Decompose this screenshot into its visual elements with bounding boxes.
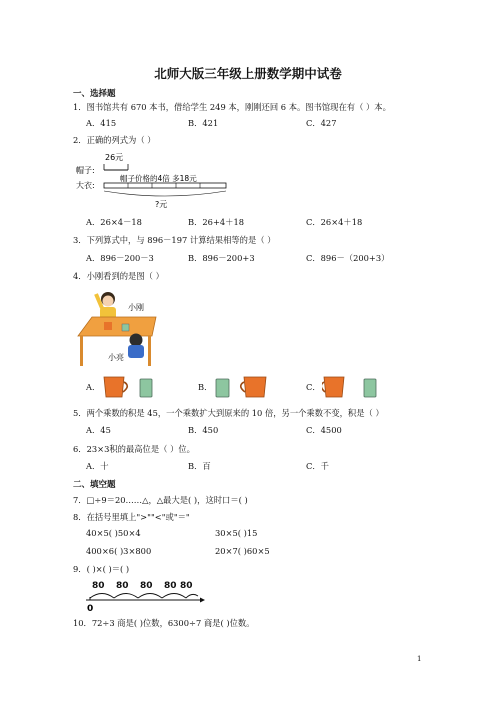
question-6-stem: 6．23×3积的最高位是（ ）位。 [73, 444, 195, 454]
question-2-stem: 2．正确的列式为（ ） [73, 135, 156, 145]
question-6-option-b: B．百 [188, 461, 211, 471]
diagram-coat-bar [104, 183, 226, 188]
question-6-option-a: A．十 [86, 461, 109, 471]
question-8-row2-left: 400×6( )3×800 [86, 546, 152, 556]
page-number: 1 [417, 655, 422, 663]
diagram-hat-label: 帽子: [76, 166, 95, 175]
diagram-price-label: 26元 [105, 153, 124, 162]
question-5-option-c: C．4500 [306, 425, 342, 435]
table-icon [78, 317, 156, 336]
question-2-option-c: C．26×4＋18 [306, 217, 363, 227]
question-1-option-a: A．415 [86, 118, 117, 128]
table-scene-figure [74, 288, 164, 368]
section-fill-heading: 二、填空题 [73, 480, 116, 490]
hop-label-3: 80 [140, 581, 153, 591]
question-8-row1-left: 40×5( )50×4 [86, 528, 141, 538]
number-line-figure [80, 578, 206, 614]
hop-label-4: 80 [164, 581, 177, 591]
question-3-option-c: C．896－（200+3） [306, 253, 390, 263]
child-back-head-icon [130, 334, 143, 347]
question-4-stem: 4．小刚看到的是图（ ） [73, 271, 164, 281]
question-8-row1-right: 30×5( )15 [215, 528, 258, 538]
question-6-option-c: C．千 [306, 461, 329, 471]
question-8-stem: 8．在括号里填上">""<"或"＝" [73, 512, 190, 522]
diagram-relation-text: 帽子价格的4倍 多18元 [120, 174, 197, 183]
question-3-option-b: B．896－200+3 [188, 253, 255, 263]
green-cup-icon [122, 324, 129, 331]
orange-cup-icon [104, 322, 112, 330]
question-5-option-b: B．450 [188, 425, 219, 435]
question-4-option-c: C． [306, 382, 321, 392]
question-2-option-a: A．26×4－18 [86, 217, 142, 227]
question-1-stem: 1．图书馆共有 670 本书，借给学生 249 本，刚刚还回 6 本。图书馆现在有（ ）本。 [73, 102, 391, 112]
option-a-cups [102, 374, 154, 400]
question-5-stem: 5．两个乘数的积是 45，一个乘数扩大到原来的 10 倍，另一个乘数不变，积是（ ） [73, 408, 384, 418]
hop-label-5: 80 [180, 581, 193, 591]
question-5-option-a: A．45 [86, 425, 111, 435]
question-1-option-c: C．427 [306, 118, 337, 128]
question-8-row2-right: 20×7( )60×5 [215, 546, 270, 556]
question-1-option-b: B．421 [188, 118, 219, 128]
question-4-option-b: B． [198, 382, 213, 392]
option-c-cups [322, 374, 382, 400]
diagram-unknown-label: ?元 [155, 200, 168, 209]
page-title: 北师大版三年级上册数学期中试卷 [154, 66, 342, 81]
number-line-zero: 0 [87, 604, 94, 614]
question-9-stem: 9．( )×( )＝( ) [73, 564, 130, 574]
question-3-stem: 3．下列算式中，与 896－197 计算结果相等的是（ ） [73, 235, 276, 245]
question-3-option-a: A．896－200－3 [86, 253, 154, 263]
hop-label-1: 80 [92, 581, 105, 591]
section-choice-heading: 一、选择题 [73, 89, 116, 99]
figure-name-xiaoliang: 小亮 [108, 353, 124, 362]
hop-label-2: 80 [116, 581, 129, 591]
question-10-stem: 10．72÷3 商是( )位数，6300÷7 商是( )位数。 [73, 618, 255, 628]
option-b-cups [214, 374, 274, 400]
figure-name-xiaogang: 小刚 [128, 303, 144, 312]
question-7-stem: 7．□÷9＝20……△，△最大是( )，这时口＝( ) [73, 495, 248, 505]
line-diagram-figure [76, 151, 236, 209]
question-2-option-b: B．26+4＋18 [188, 217, 245, 227]
diagram-coat-label: 大衣: [76, 181, 95, 190]
question-4-option-a: A． [86, 382, 101, 392]
